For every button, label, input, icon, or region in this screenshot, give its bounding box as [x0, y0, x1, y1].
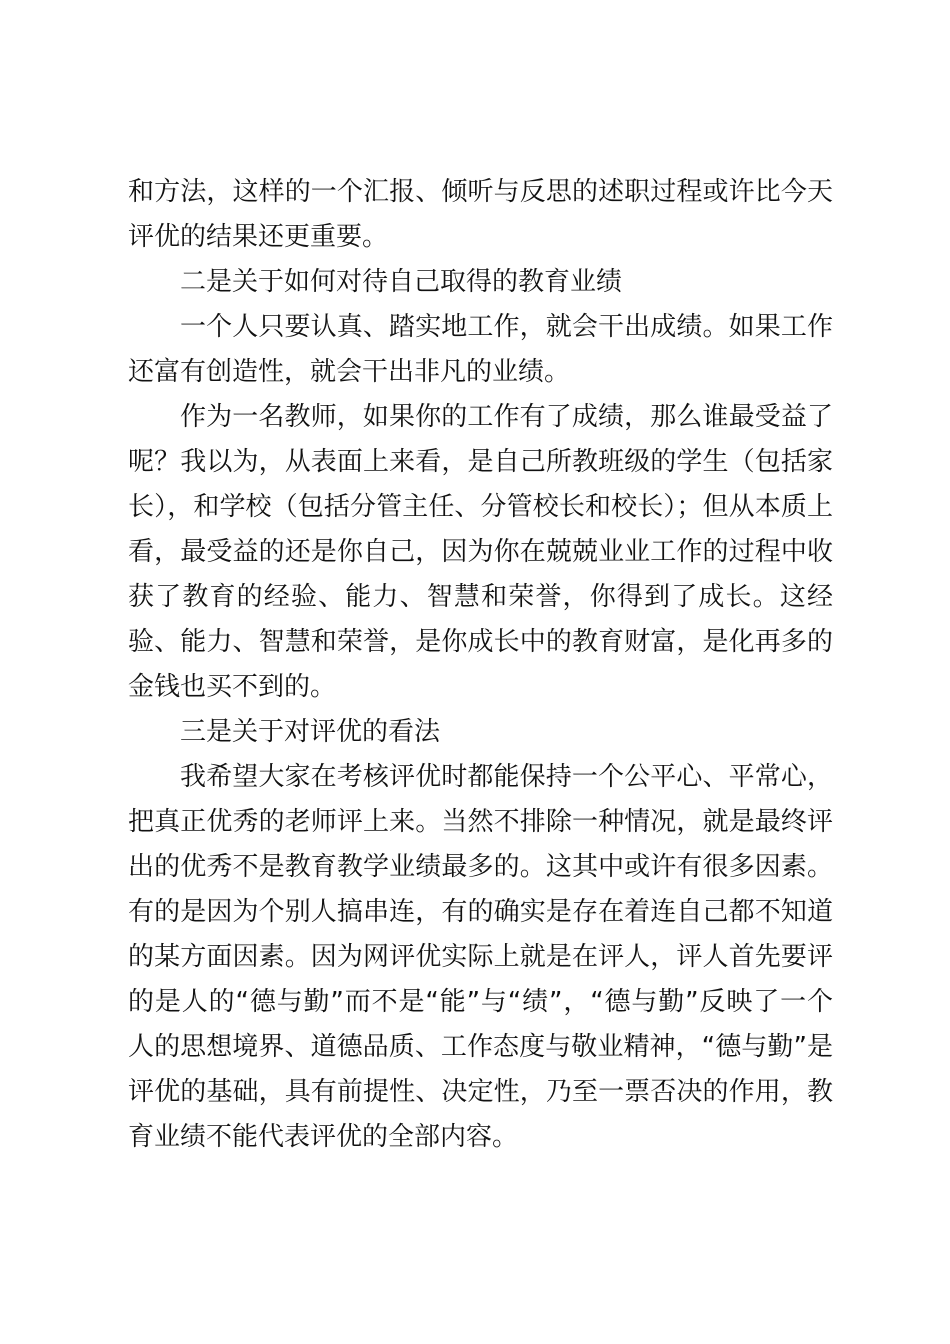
- paragraph-continuation: 和方法，这样的一个汇报、倾听与反思的述职过程或许比今天评优的结果还更重要。: [128, 177, 833, 252]
- document-body: [128, 170, 833, 1160]
- section-heading-evaluation: 三是关于对评优的看法: [180, 717, 441, 747]
- section-heading-achievements: 二是关于如何对待自己取得的教育业绩: [180, 267, 623, 297]
- paragraph-teacher-benefit: 作为一名教师，如果你的工作有了成绩，那么谁最受益了呢？我以为，从表面上来看，是自己所教班级的学生（包括家长），和学校（包括分管主任、分管校长和校长）；但从本质上看，最受益的还是你自己，因为你在兢兢业业工作的过程中收获了教育的经验、能力、智慧和荣誉，你得到了成长。这经验、能力、智慧和荣誉，是你成长中的教育财富，是化再多的金钱也买不到的。: [128, 402, 833, 702]
- paragraph-evaluation-views: 我希望大家在考核评优时都能保持一个公平心、平常心，把真正优秀的老师评上来。当然不排除一种情况，就是最终评出的优秀不是教育教学业绩最多的。这其中或许有很多因素。有的是因为个别人搞串连，有的确实是存在着连自己都不知道的某方面因素。因为网评优实际上就是在评人，评人首先要评的是人的“德与勤”而不是“能”与“绩”，“德与勤”反映了一个人的思想境界、道德品质、工作态度与敬业精神，“德与勤”是评优的基础，具有前提性、决定性，乃至一票否决的作用，教育业绩不能代表评优的全部内容。: [128, 762, 833, 1152]
- paragraph-work-results: 一个人只要认真、踏实地工作，就会干出成绩。如果工作还富有创造性，就会干出非凡的业绩。: [128, 312, 833, 387]
